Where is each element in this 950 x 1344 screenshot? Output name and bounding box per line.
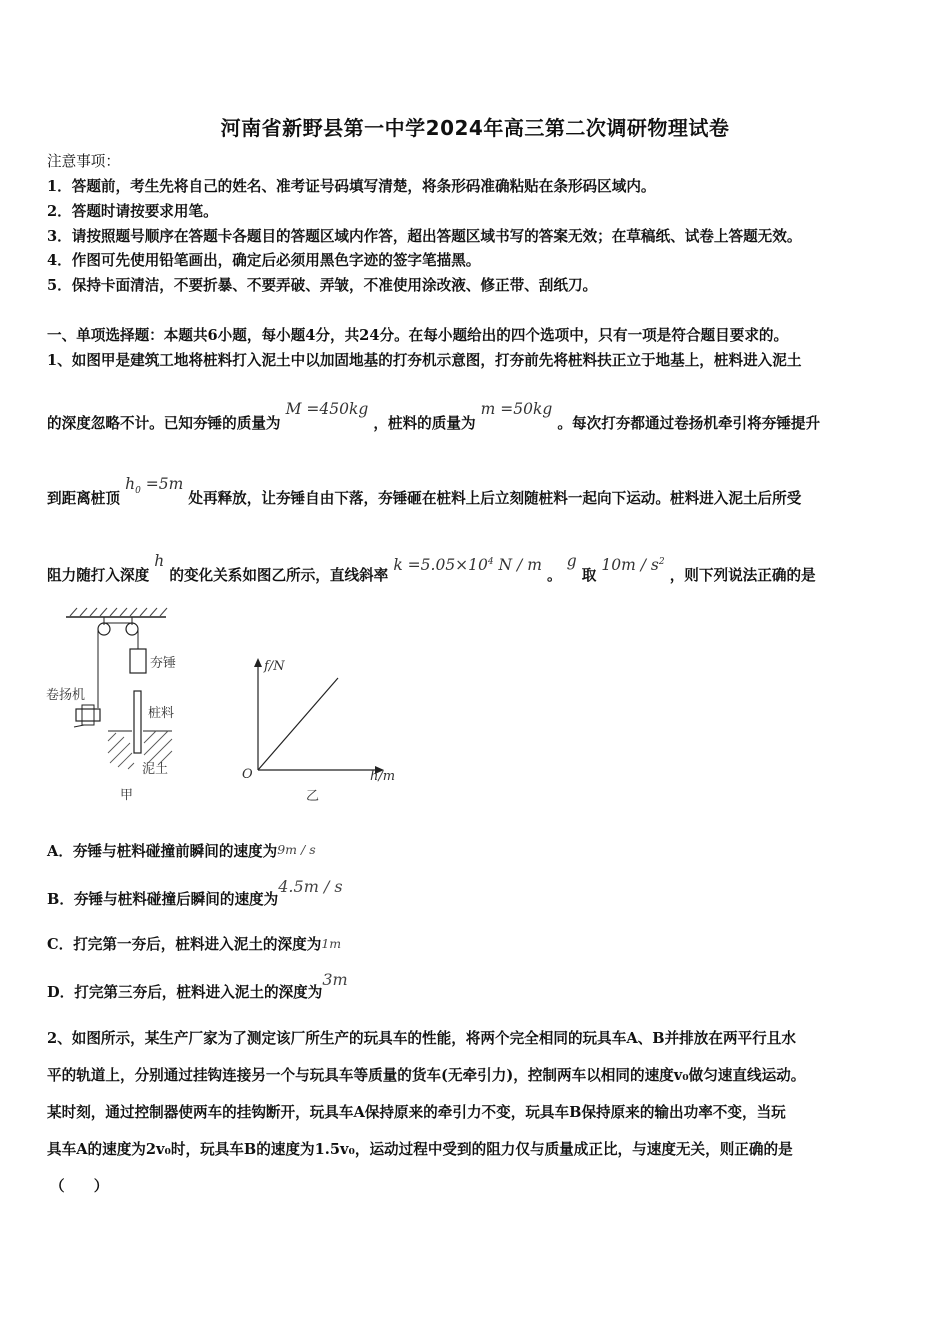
formula-pile-mass: m =50kg <box>480 400 553 418</box>
formula-g: g <box>566 552 577 571</box>
note-item: 5．保持卡面清洁，不要折暴、不要弄破、弄皱，不准使用涂改液、修正带、刮纸刀。 <box>47 277 598 294</box>
q2-line: 平的轨道上，分别通过挂钩连接另一个与玩具车等质量的货车(无牵引力)，控制两车以相同的速度v₀做匀速直线运动。 <box>47 1067 806 1084</box>
option-value: 9m / s <box>277 842 316 857</box>
q1-text: 。 <box>546 567 562 585</box>
exam-title: 河南省新野县第一中学2024年高三第二次调研物理试卷 <box>220 116 730 140</box>
q1-line-4 <box>47 552 816 586</box>
formula-sub: 0 <box>135 486 141 497</box>
q1-line-3 <box>47 475 802 515</box>
q1-text: ，桩料的质量为 <box>373 415 476 432</box>
formula-sym: h <box>125 475 136 493</box>
option-label: A．夯锤与桩料碰撞前瞬间的速度为 <box>47 843 278 860</box>
formula-depth: h <box>154 552 165 571</box>
q2-line: 具车A的速度为2v₀时，玩具车B的速度为1.5v₀，运动过程中受到的阻力仅与质量成正比，与速度无关，则正确的是 <box>47 1141 793 1158</box>
label-winch: 卷扬机 <box>46 688 86 703</box>
x-axis-label: h/m <box>370 769 396 784</box>
option-value: 4.5m / s <box>278 877 343 896</box>
q2-answer-blank: （ ） <box>50 1178 109 1195</box>
q1-line-1: 1、如图甲是建筑工地将桩料打入泥土中以加固地基的打夯机示意图，打夯前先将桩料扶正立于地基上，桩料进入泥土 <box>47 352 802 369</box>
note-item: 1．答题前，考生先将自己的姓名、准考证号码填写清楚，将条形码准确粘贴在条形码区域内。 <box>47 178 656 195</box>
option-value: 1m <box>321 936 342 951</box>
origin-label: O <box>242 767 253 782</box>
figure-pile-driver <box>44 605 194 805</box>
caption-yi: 乙 <box>306 789 320 804</box>
option-label: B．夯锤与桩料碰撞后瞬间的速度为 <box>47 891 279 908</box>
q1-text: 的变化关系如图乙所示，直线斜率 <box>169 567 389 585</box>
option-label: D．打完第三夯后，桩料进入泥土的深度为 <box>47 984 323 1001</box>
formula-exp: 4 <box>487 557 494 567</box>
figure-force-depth-graph <box>228 650 408 805</box>
formula-g-value <box>601 556 664 574</box>
label-hammer: 夯锤 <box>150 656 177 671</box>
q1-text: 。每次打夯都通过卷扬机牵引将夯锤提升 <box>557 415 821 432</box>
winch-body <box>76 709 100 721</box>
section-heading: 一、单项选择题：本题共6小题，每小题4分，共24分。在每小题给出的四个选项中，只有一项是符合题目要求的。 <box>47 327 789 344</box>
label-soil: 泥土 <box>142 762 169 777</box>
q1-text: 的深度忽略不计。已知夯锤的质量为 <box>47 415 281 432</box>
hammer-body <box>130 649 146 673</box>
q2-line: 某时刻，通过控制器使两车的挂钩断开，玩具车A保持原来的牵引力不变，玩具车B保持原来的输出功率不变，当玩 <box>47 1104 786 1121</box>
y-axis-label: f/N <box>264 659 285 674</box>
data-line <box>258 678 338 770</box>
formula-drop-height <box>125 475 184 497</box>
note-item: 3．请按照题号顺序在答题卡各题目的答题区域内作答，超出答题区域书写的答案无效；在草稿纸、试卷上答题无效。 <box>47 228 802 245</box>
formula-exp: 2 <box>658 557 665 567</box>
option-a <box>47 842 316 862</box>
q1-text: 阻力随打入深度 <box>47 567 150 585</box>
q1-line-2 <box>47 400 821 434</box>
q2-line: 2、如图所示，某生产厂家为了测定该厂所生产的玩具车的性能，将两个完全相同的玩具车A、B并排放在两平行且水 <box>47 1030 796 1047</box>
q1-text: ，则下列说法正确的是 <box>669 567 816 585</box>
note-item: 2．答题时请按要求用笔。 <box>47 203 218 220</box>
note-item: 4．作图可先使用铅笔画出，确定后必须用黑色字迹的签字笔描黑。 <box>47 252 481 269</box>
option-c <box>47 935 341 955</box>
q1-text: 处再释放，让夯锤自由下落，夯锤砸在桩料上后立刻随桩料一起向下运动。桩料进入泥土后所受 <box>188 490 802 507</box>
pile-body <box>134 691 141 753</box>
q1-text: 取 <box>581 567 597 585</box>
formula-unit: N / m <box>493 556 542 575</box>
option-d <box>47 970 348 1003</box>
formula-val: 10m / s <box>601 556 659 575</box>
formula-slope <box>393 556 542 574</box>
q1-text: 到距离桩顶 <box>47 490 120 507</box>
option-b <box>47 877 343 910</box>
formula-val: k =5.05×10 <box>393 556 488 575</box>
option-label: C．打完第一夯后，桩料进入泥土的深度为 <box>47 936 322 953</box>
notes-heading: 注意事项： <box>47 153 120 170</box>
y-axis-arrow <box>254 658 262 667</box>
formula-val: =5m <box>140 475 184 493</box>
formula-hammer-mass: M =450kg <box>285 400 369 418</box>
option-value: 3m <box>322 970 348 989</box>
label-pile: 桩料 <box>148 706 175 721</box>
caption-jia: 甲 <box>120 788 134 803</box>
